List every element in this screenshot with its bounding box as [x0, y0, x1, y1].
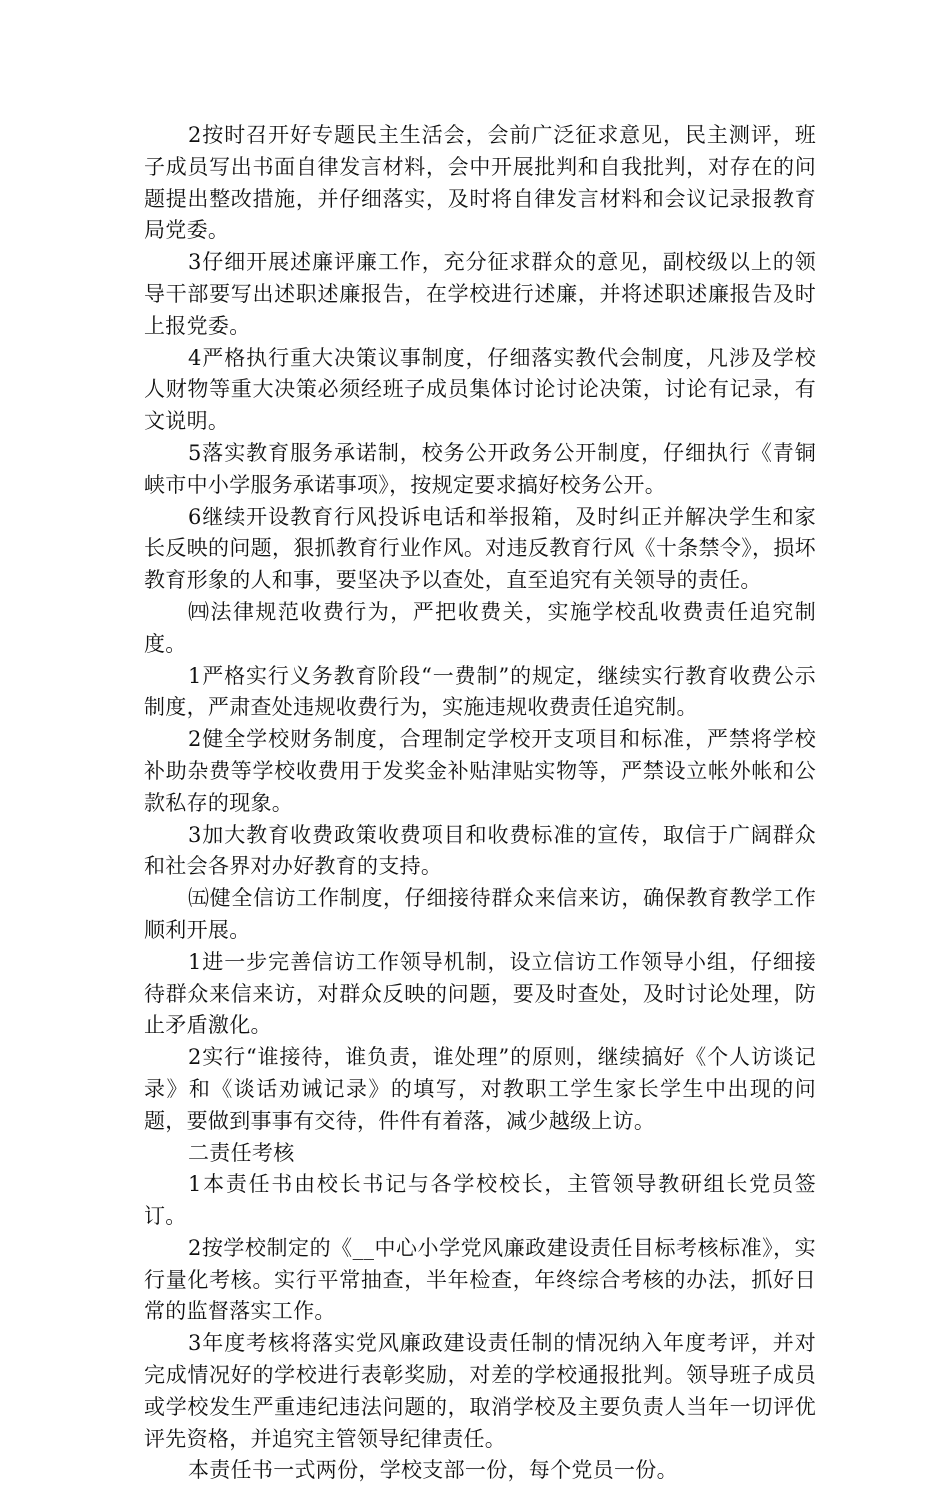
- section-5-heading-petitions: ㈤健全信访工作制度，仔细接待群众来信来访，确保教育教学工作顺利开展。: [144, 886, 816, 942]
- section-4-heading-fees: ㈣法律规范收费行为，严把收费关，实施学校乱收费责任追究制度。: [144, 599, 816, 656]
- paragraph-assessment-1: 1本责任书由校长书记与各学校校长，主管领导教研组长党员签订。: [144, 1172, 816, 1229]
- paragraph-6-complaint-hotline: 6继续开设教育行风投诉电话和举报箱，及时纠正并解决学生和家长反映的问题，狠抓教育行业作风。对违反教育行风《十条禁令》，损坏教育形象的人和事，要坚决予以查处，直至追究有关领导的责任。: [144, 504, 816, 593]
- paragraph-assessment-3: 3年度考核将落实党风廉政建设责任制的情况纳入年度考评，并对完成情况好的学校进行表彰奖励，对差的学校通报批判。领导班子成员或学校发生严重违纪违法问题的，取消学校及主要负责人当年一切评优评先资格，并追究主管领导纪律责任。: [144, 1331, 816, 1451]
- closing-paragraph: 本责任书一式两份，学校支部一份，每个党员一份。: [188, 1458, 678, 1483]
- paragraph-4-decision-system: 4严格执行重大决策议事制度，仔细落实教代会制度，凡涉及学校人财物等重大决策必须经班子成员集体讨论讨论决策，讨论有记录，有文说明。: [144, 345, 816, 434]
- paragraph-2-democratic-life-meeting: 2按时召开好专题民主生活会，会前广泛征求意见，民主测评，班子成员写出书面自律发言材料，会中开展批判和自我批判，对存在的问题提出整改措施，并仔细落实，及时将自律发言材料和会议记录报教育局党委。: [144, 123, 816, 243]
- paragraph-3-report-integrity: 3仔细开展述廉评廉工作，充分征求群众的意见，副校级以上的领导干部要写出述职述廉报告，在学校进行述廉，并将述职述廉报告及时上报党委。: [144, 250, 816, 338]
- section-heading-responsibility-assessment: 二责任考核: [188, 1140, 295, 1165]
- paragraph-fees-3: 3加大教育收费政策收费项目和收费标准的宣传，取信于广阔群众和社会各界对办好教育的支持。: [144, 822, 816, 879]
- document-body: [144, 120, 816, 1487]
- paragraph-assessment-2: 2按学校制定的《__中心小学党风廉政建设责任目标考核标准》，实行量化考核。实行平常抽查，半年检查，年终综合考核的办法，抓好日常的监督落实工作。: [144, 1235, 816, 1324]
- paragraph-petitions-2: 2实行“谁接待，谁负责，谁处理”的原则，继续搞好《个人访谈记录》和《谈话劝诫记录》的填写，对教职工学生家长学生中出现的问题，要做到事事有交待，件件有着落，减少越级上访。: [144, 1045, 816, 1133]
- paragraph-fees-1: 1严格实行义务教育阶段“一费制”的规定，继续实行教育收费公示制度，严肃查处违规收费行为，实施违规收费责任追究制。: [144, 663, 816, 720]
- paragraph-5-service-commitment: 5落实教育服务承诺制，校务公开政务公开制度，仔细执行《青铜峡市中小学服务承诺事项》，按规定要求搞好校务公开。: [144, 440, 816, 497]
- paragraph-petitions-1: 1进一步完善信访工作领导机制，设立信访工作领导小组，仔细接待群众来信来访，对群众反映的问题，要及时查处，及时讨论处理，防止矛盾激化。: [144, 949, 816, 1038]
- paragraph-fees-2: 2健全学校财务制度，合理制定学校开支项目和标准，严禁将学校补助杂费等学校收费用于发奖金补贴津贴实物等，严禁设立帐外帐和公款私存的现象。: [144, 727, 816, 815]
